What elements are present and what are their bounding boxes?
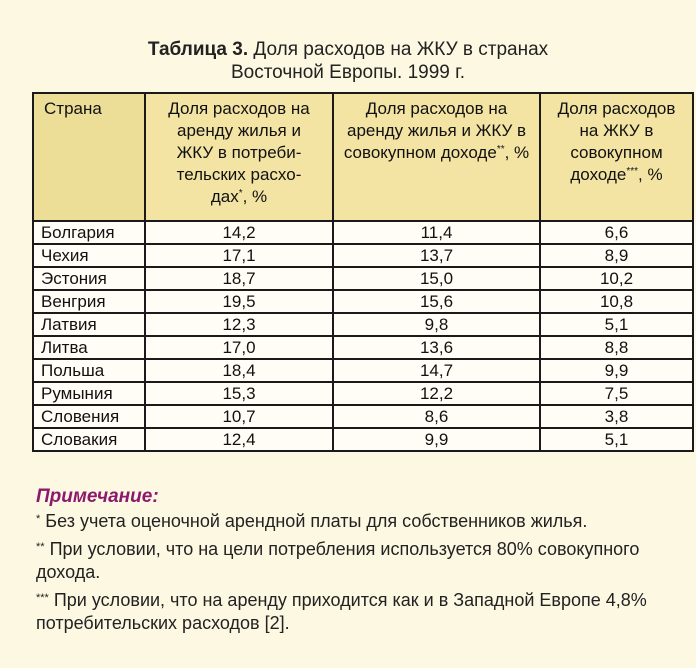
- table-body: [33, 221, 693, 451]
- country-cell: Литва: [33, 336, 145, 359]
- value-cell: 17,0: [145, 336, 333, 359]
- table-row: [33, 290, 693, 313]
- table-row: [33, 428, 693, 451]
- country-cell: Польша: [33, 359, 145, 382]
- footnote-1: * Без учета оценочной арендной платы для собственников жилья.: [36, 511, 588, 531]
- data-table-container: [32, 92, 692, 452]
- table-row: [33, 382, 693, 405]
- value-cell: 10,2: [540, 267, 693, 290]
- value-cell: 11,4: [333, 221, 540, 244]
- value-cell: 15,0: [333, 267, 540, 290]
- value-cell: 18,7: [145, 267, 333, 290]
- value-cell: 12,4: [145, 428, 333, 451]
- value-cell: 9,8: [333, 313, 540, 336]
- country-cell: Венгрия: [33, 290, 145, 313]
- value-cell: 8,9: [540, 244, 693, 267]
- value-cell: 17,1: [145, 244, 333, 267]
- table-row: [33, 267, 693, 290]
- table-title-line1: Доля расходов на ЖКУ в странах: [253, 39, 549, 60]
- table-row: [33, 336, 693, 359]
- column-header-country: Страна: [33, 93, 145, 221]
- value-cell: 12,3: [145, 313, 333, 336]
- value-cell: 14,7: [333, 359, 540, 382]
- value-cell: 15,6: [333, 290, 540, 313]
- value-cell: 19,5: [145, 290, 333, 313]
- value-cell: 8,8: [540, 336, 693, 359]
- value-cell: 12,2: [333, 382, 540, 405]
- value-cell: 15,3: [145, 382, 333, 405]
- table-row: [33, 405, 693, 428]
- country-cell: Чехия: [33, 244, 145, 267]
- column-header-utilities-share: Доля расходов на ЖКУ в совокупном доходе***, %: [540, 93, 693, 221]
- value-cell: 9,9: [540, 359, 693, 382]
- table-number: Таблица 3.: [147, 39, 249, 60]
- value-cell: 3,8: [540, 405, 693, 428]
- value-cell: 5,1: [540, 428, 693, 451]
- footnote-3: *** При условии, что на аренду приходится как и в Западной Европе 4,8% потребительских расходов [2].: [36, 590, 647, 633]
- country-cell: Эстония: [33, 267, 145, 290]
- value-cell: 18,4: [145, 359, 333, 382]
- footnote-2: ** При условии, что на цели потребления используется 80% совокупного дохода.: [36, 539, 640, 582]
- value-cell: 10,8: [540, 290, 693, 313]
- country-cell: Словакия: [33, 428, 145, 451]
- table-title-line2: Восточной Европы. 1999 г.: [230, 62, 466, 83]
- value-cell: 7,5: [540, 382, 693, 405]
- table-row: [33, 221, 693, 244]
- value-cell: 9,9: [333, 428, 540, 451]
- table-row: [33, 359, 693, 382]
- value-cell: 14,2: [145, 221, 333, 244]
- country-cell: Болгария: [33, 221, 145, 244]
- country-cell: Словения: [33, 405, 145, 428]
- value-cell: 13,6: [333, 336, 540, 359]
- value-cell: 13,7: [333, 244, 540, 267]
- table-row: [33, 244, 693, 267]
- footnotes: [36, 485, 686, 638]
- table-row: [33, 313, 693, 336]
- country-cell: Румыния: [33, 382, 145, 405]
- table-title: [0, 38, 696, 84]
- column-header-consumer-share: Доля расходов на аренду жилья и ЖКУ в потреби- тельских расхо- дах*, %: [145, 93, 333, 221]
- value-cell: 6,6: [540, 221, 693, 244]
- footnote-heading: Примечание:: [36, 486, 159, 507]
- country-cell: Латвия: [33, 313, 145, 336]
- data-table: [32, 92, 694, 452]
- value-cell: 8,6: [333, 405, 540, 428]
- header-row: [33, 93, 693, 221]
- value-cell: 5,1: [540, 313, 693, 336]
- column-header-income-share: Доля расходов на аренду жилья и ЖКУ в совокупном доходе**, %: [333, 93, 540, 221]
- value-cell: 10,7: [145, 405, 333, 428]
